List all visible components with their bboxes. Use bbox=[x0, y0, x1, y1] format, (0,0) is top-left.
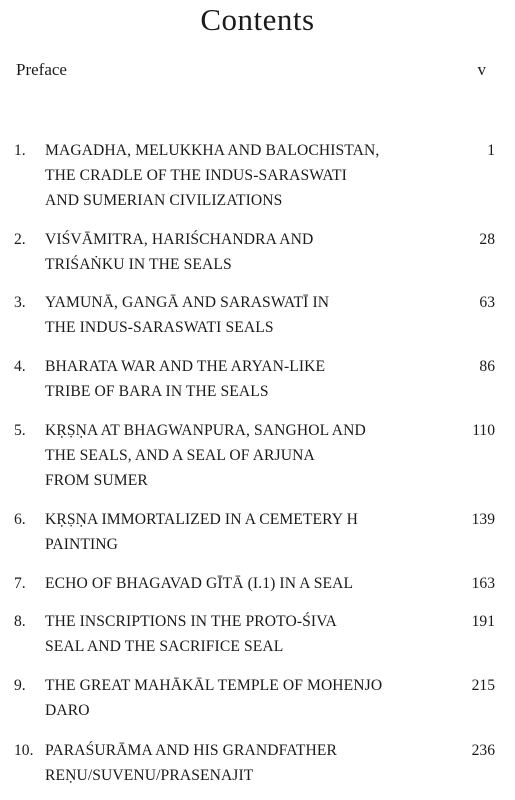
entry-number: 9. bbox=[14, 677, 26, 694]
entry-title bbox=[45, 418, 445, 493]
entry-number: 2. bbox=[14, 231, 26, 248]
entry-title-line: YAMUNĀ, GANGĀ AND SARASWATĪ IN bbox=[45, 294, 330, 311]
entry-title-line: PAINTING bbox=[45, 536, 118, 553]
entry-title-line: PARAŚURĀMA AND HIS GRANDFATHER bbox=[45, 742, 337, 759]
entry-number: 8. bbox=[14, 613, 26, 630]
entry-title-line: THE INDUS-SARASWATI SEALS bbox=[45, 319, 274, 336]
entry-title bbox=[45, 738, 445, 788]
entry-page-number: 139 bbox=[471, 511, 495, 528]
preface-page-number: v bbox=[477, 60, 486, 79]
entry-page-number: 86 bbox=[479, 358, 495, 375]
entry-page-number: 191 bbox=[471, 613, 495, 630]
entry-title bbox=[45, 138, 445, 213]
entry-title-line: VIŚVĀMITRA, HARIŚCHANDRA AND bbox=[45, 231, 314, 248]
entry-number: 6. bbox=[14, 511, 26, 528]
entry-page-number: 1 bbox=[487, 142, 495, 159]
entry-number: 10. bbox=[14, 742, 34, 759]
entry-title-line: MAGADHA, MELUKKHA AND BALOCHISTAN, bbox=[45, 142, 380, 159]
entry-number: 7. bbox=[14, 575, 26, 592]
entry-title-line: TRIŚAṄKU IN THE SEALS bbox=[45, 256, 232, 273]
entry-title-line: ECHO OF BHAGAVAD GĪTĀ (I.1) IN A SEAL bbox=[45, 575, 354, 592]
entry-number: 1. bbox=[14, 142, 26, 159]
entry-page-number: 163 bbox=[471, 575, 495, 592]
entry-title bbox=[45, 507, 445, 557]
entry-title-line: FROM SUMER bbox=[45, 472, 148, 489]
preface-label: Preface bbox=[16, 60, 67, 79]
entry-title-line: KṚṢṆA AT BHAGWANPURA, SANGHOL AND bbox=[45, 422, 366, 439]
entry-page-number: 63 bbox=[479, 294, 495, 311]
entry-number: 3. bbox=[14, 294, 26, 311]
page-title: Contents bbox=[200, 2, 315, 37]
entry-title-line: THE INSCRIPTIONS IN THE PROTO-ŚIVA bbox=[45, 613, 337, 630]
entry-title-line: DARO bbox=[45, 702, 90, 719]
entry-title-line: AND SUMERIAN CIVILIZATIONS bbox=[45, 192, 283, 209]
entry-number: 5. bbox=[14, 422, 26, 439]
entry-page-number: 236 bbox=[471, 742, 495, 759]
entry-title bbox=[45, 290, 445, 340]
entry-page-number: 215 bbox=[471, 677, 495, 694]
entry-title-line: THE GREAT MAHĀKĀL TEMPLE OF MOHENJO bbox=[45, 677, 383, 694]
entry-title-line: REṆU/SUVENU/PRASENAJIT bbox=[45, 767, 254, 784]
entry-number: 4. bbox=[14, 358, 26, 375]
entry-title-line: SEAL AND THE SACRIFICE SEAL bbox=[45, 638, 284, 655]
entry-title bbox=[45, 354, 445, 404]
entry-page-number: 28 bbox=[479, 231, 495, 248]
entry-title-line: KṚṢṆA IMMORTALIZED IN A CEMETERY H bbox=[45, 511, 358, 528]
entry-title bbox=[45, 609, 445, 659]
entry-title bbox=[45, 571, 445, 596]
entry-title bbox=[45, 227, 445, 277]
entry-title-line: THE SEALS, AND A SEAL OF ARJUNA bbox=[45, 447, 315, 464]
entry-page-number: 110 bbox=[472, 422, 495, 439]
entry-title bbox=[45, 673, 445, 723]
entry-title-line: BHARATA WAR AND THE ARYAN-LIKE bbox=[45, 358, 326, 375]
entry-title-line: TRIBE OF BARA IN THE SEALS bbox=[45, 383, 269, 400]
entry-title-line: THE CRADLE OF THE INDUS-SARASWATI bbox=[45, 167, 347, 184]
